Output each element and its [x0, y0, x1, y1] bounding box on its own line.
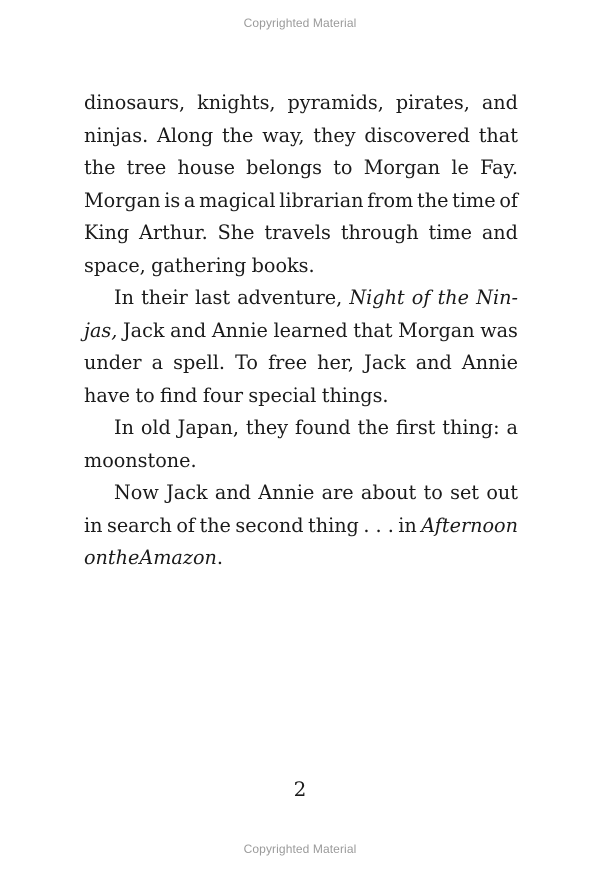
text-line: have to find four special things. — [84, 383, 389, 407]
text-line: the tree house belongs to Morgan le Fay. — [84, 156, 518, 179]
text-line: King Arthur. She travels through time and — [84, 221, 518, 244]
text-line: in search of the second thing . . . in Afternoon — [84, 510, 518, 543]
text-line: Morgan is a magical librarian from the time of — [84, 188, 518, 212]
text-line: space, gathering books. — [84, 253, 315, 277]
text-line: Now Jack and Annie are about to set out — [114, 481, 518, 504]
copyright-watermark-top: Copyrighted Material — [243, 16, 357, 30]
book-title-italic: Night — [349, 286, 405, 309]
text-line: In their last adventure, Night of the Nin- — [84, 282, 518, 315]
text-line: In old Japan, they found the first thing: a — [114, 416, 518, 439]
text-line: moonstone. — [84, 448, 197, 472]
text-line: jas, Jack and Annie learned that Morgan was — [84, 318, 518, 342]
text-line: dinosaurs, knights, pyramids, pirates, and — [84, 91, 518, 114]
page-number: 2 — [293, 777, 307, 801]
text-line: under a spell. To free her, Jack and Annie — [84, 351, 518, 374]
text-line: ninjas. Along the way, they discovered that — [84, 123, 518, 147]
text-line: on the Amazon . — [84, 542, 518, 575]
book-title-italic: Afternoon — [421, 513, 518, 537]
punctuation: . — [216, 546, 223, 569]
copyright-watermark-bottom: Copyrighted Material — [243, 842, 357, 856]
book-page-text — [84, 87, 518, 575]
